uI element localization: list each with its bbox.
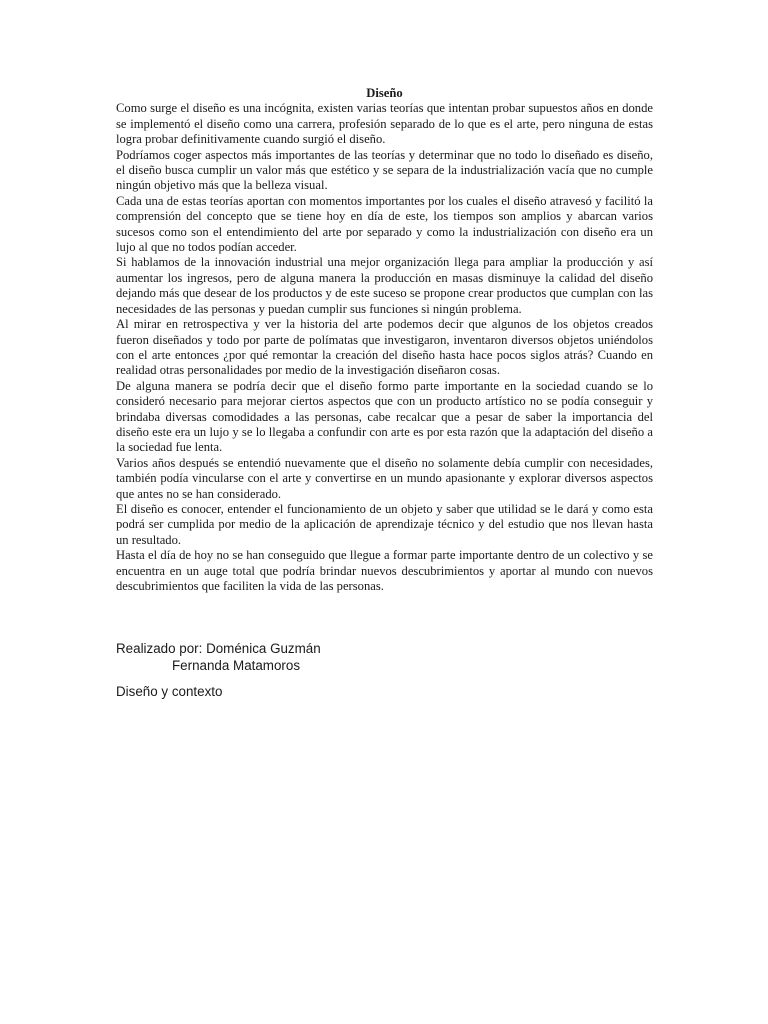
author-credits: [116, 640, 321, 674]
paragraph: Varios años después se entendió nuevamente que el diseño no solamente debía cumplir con necesidades, también podía vincularse con el arte y convertirse en un mundo apasionante y explorar diversos aspectos que antes no se han considerado.: [116, 455, 653, 501]
credits-line-second-author: Fernanda Matamoros: [172, 658, 301, 673]
document-title: Diseño: [366, 86, 403, 100]
paragraph: De alguna manera se podría decir que el diseño formo parte importante en la sociedad cuando se lo consideró necesario para mejorar ciertos aspectos que con un producto artístico no se podía conseguir y brindaba diversas comodidades a las personas, cabe recalcar que a pesar de saber la importancia del diseño este era un lujo y se lo llegaba a confundir con arte es por esta razón que la adaptación del diseño a la sociedad fue lenta.: [116, 378, 653, 455]
paragraph: Si hablamos de la innovación industrial una mejor organización llega para ampliar la producción y así aumentar los ingresos, pero de alguna manera la producción en masas disminuye la calidad del diseño dejando más que desear de los productos y de este suceso se propone crear productos que cumplan con las necesidades de las personas y puedan cumplir sus funciones si ningún problema.: [116, 255, 653, 316]
paragraph: El diseño es conocer, entender el funcionamiento de un objeto y saber que utilidad se le dará y como esta podrá ser cumplida por medio de la aplicación de aprendizaje técnico y del estudio que nos llevan hasta un resultado.: [116, 501, 653, 547]
credits-line-authors: Realizado por: Doménica Guzmán: [116, 641, 321, 656]
paragraph: Podríamos coger aspectos más importantes de las teorías y determinar que no todo lo diseñado es diseño, el diseño busca cumplir un valor más que estético y se separa de la industrialización vacía que no cumple ningún objetivo más que la belleza visual.: [116, 147, 653, 193]
paragraph: Hasta el día de hoy no se han conseguido que llegue a formar parte importante dentro de un colectivo y se encuentra en un auge total que podría brindar nuevos descubrimientos y aportar al mundo con nuevos descubrimientos que faciliten la vida de las personas.: [116, 548, 653, 593]
document-body: [116, 86, 653, 594]
paragraph: Cada una de estas teorías aportan con momentos importantes por los cuales el diseño atravesó y facilitó la comprensión del concepto que se tiene hoy en día de este, los tiempos son amplios y abarcan varios sucesos como son el entendimiento del arte por separado y como la industrialización con diseño era un lujo al que no todos podían acceder.: [116, 193, 653, 255]
course-name: Diseño y contexto: [116, 684, 223, 699]
paragraph: Al mirar en retrospectiva y ver la historia del arte podemos decir que algunos de los objetos creados fueron diseñados y todo por parte de polímatas que investigaron, inventaron diversos objetos uniéndolos con el arte entonces ¿por qué remontar la creación del diseño hasta hace pocos siglos atrás? Cuando en realidad otras personalidades por medio de la investigación diseñaron cosas.: [116, 317, 653, 378]
paragraph: Como surge el diseño es una incógnita, existen varias teorías que intentan probar supuestos años en donde se implementó el diseño como una carrera, profesión separado de lo que es el arte, pero ninguna de estas logra probar definitivamente cuando surgió el diseño.: [116, 101, 653, 147]
